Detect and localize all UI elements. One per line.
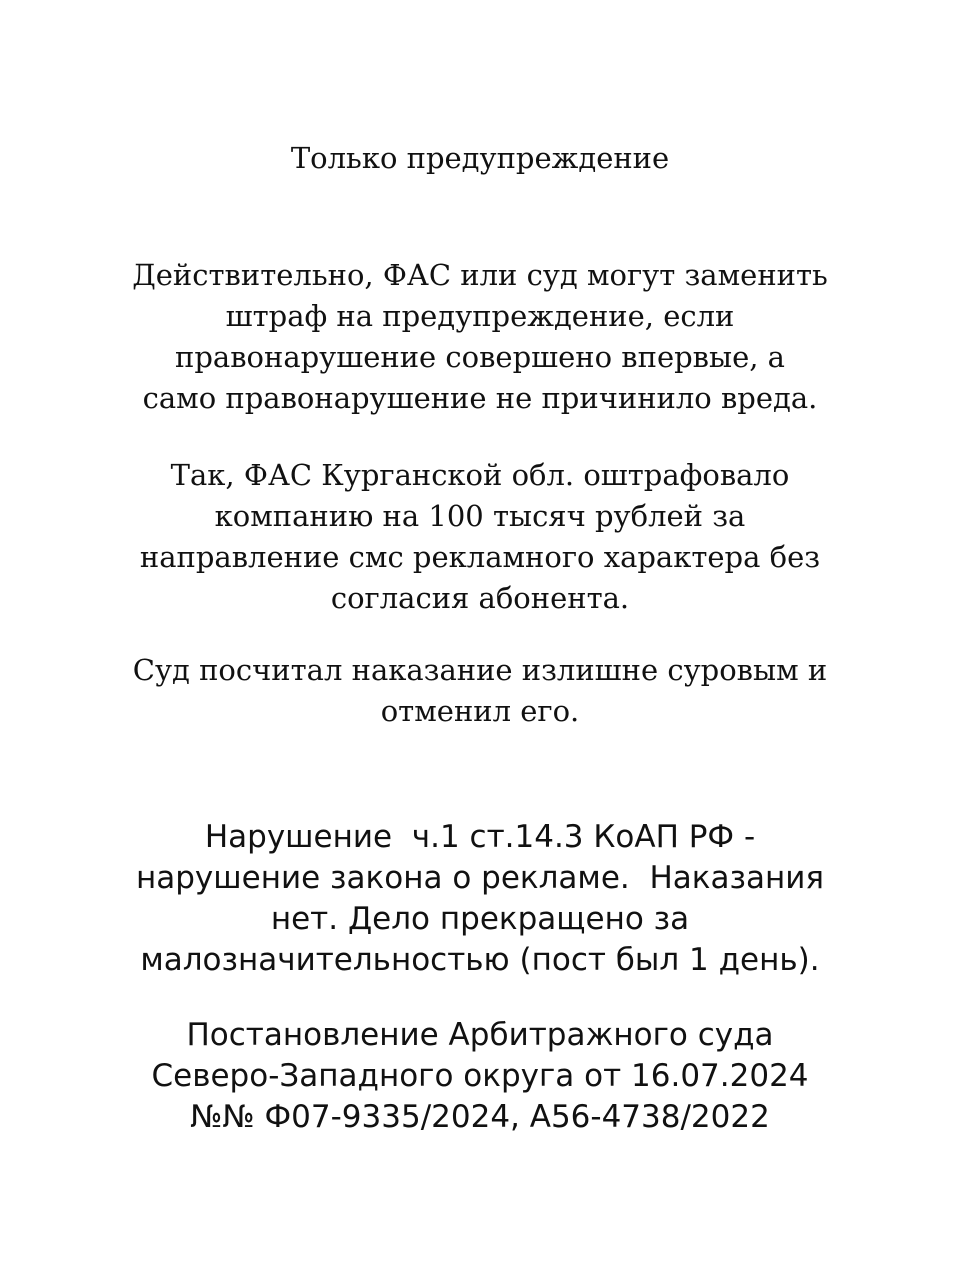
paragraph-line: направление смс рекламного характера без (139, 540, 821, 574)
paragraph-warning-replacement (80, 255, 880, 419)
paragraph-line: само правонарушение не причинило вреда. (142, 381, 818, 415)
paragraph-line: Нарушение ч.1 ст.14.3 КоАП РФ - (204, 819, 756, 855)
paragraph-line: Так, ФАС Курганской обл. оштрафовало (170, 458, 790, 492)
page-title (80, 138, 880, 178)
paragraph-line: штраф на предупреждение, если (225, 299, 735, 333)
paragraph-line: малозначительностью (пост был 1 день). (140, 942, 820, 978)
paragraph-fas-fine (80, 455, 880, 619)
paragraph-line: компанию на 100 тысяч рублей за (214, 499, 746, 533)
paragraph-line: нет. Дело прекращено за (270, 901, 690, 937)
paragraph-line: Северо-Западного округа от 16.07.2024 (151, 1058, 809, 1094)
title-text: Только предупреждение (290, 141, 670, 175)
paragraph-line: Действительно, ФАС или суд могут заменить (132, 258, 828, 292)
paragraph-line: Постановление Арбитражного суда (186, 1017, 774, 1053)
paragraph-line: отменил его. (380, 694, 580, 728)
paragraph-court-decision (80, 650, 880, 732)
paragraph-line: правонарушение совершено впервые, а (175, 340, 785, 374)
paragraph-line: нарушение закона о рекламе. Наказания (135, 860, 825, 896)
paragraph-violation-details (80, 817, 880, 981)
paragraph-line: согласия абонента. (330, 581, 630, 615)
paragraph-line: Суд посчитал наказание излишне суровым и (132, 653, 828, 687)
paragraph-case-reference (80, 1015, 880, 1138)
paragraph-line: №№ Ф07-9335/2024, А56-4738/2022 (190, 1099, 770, 1135)
